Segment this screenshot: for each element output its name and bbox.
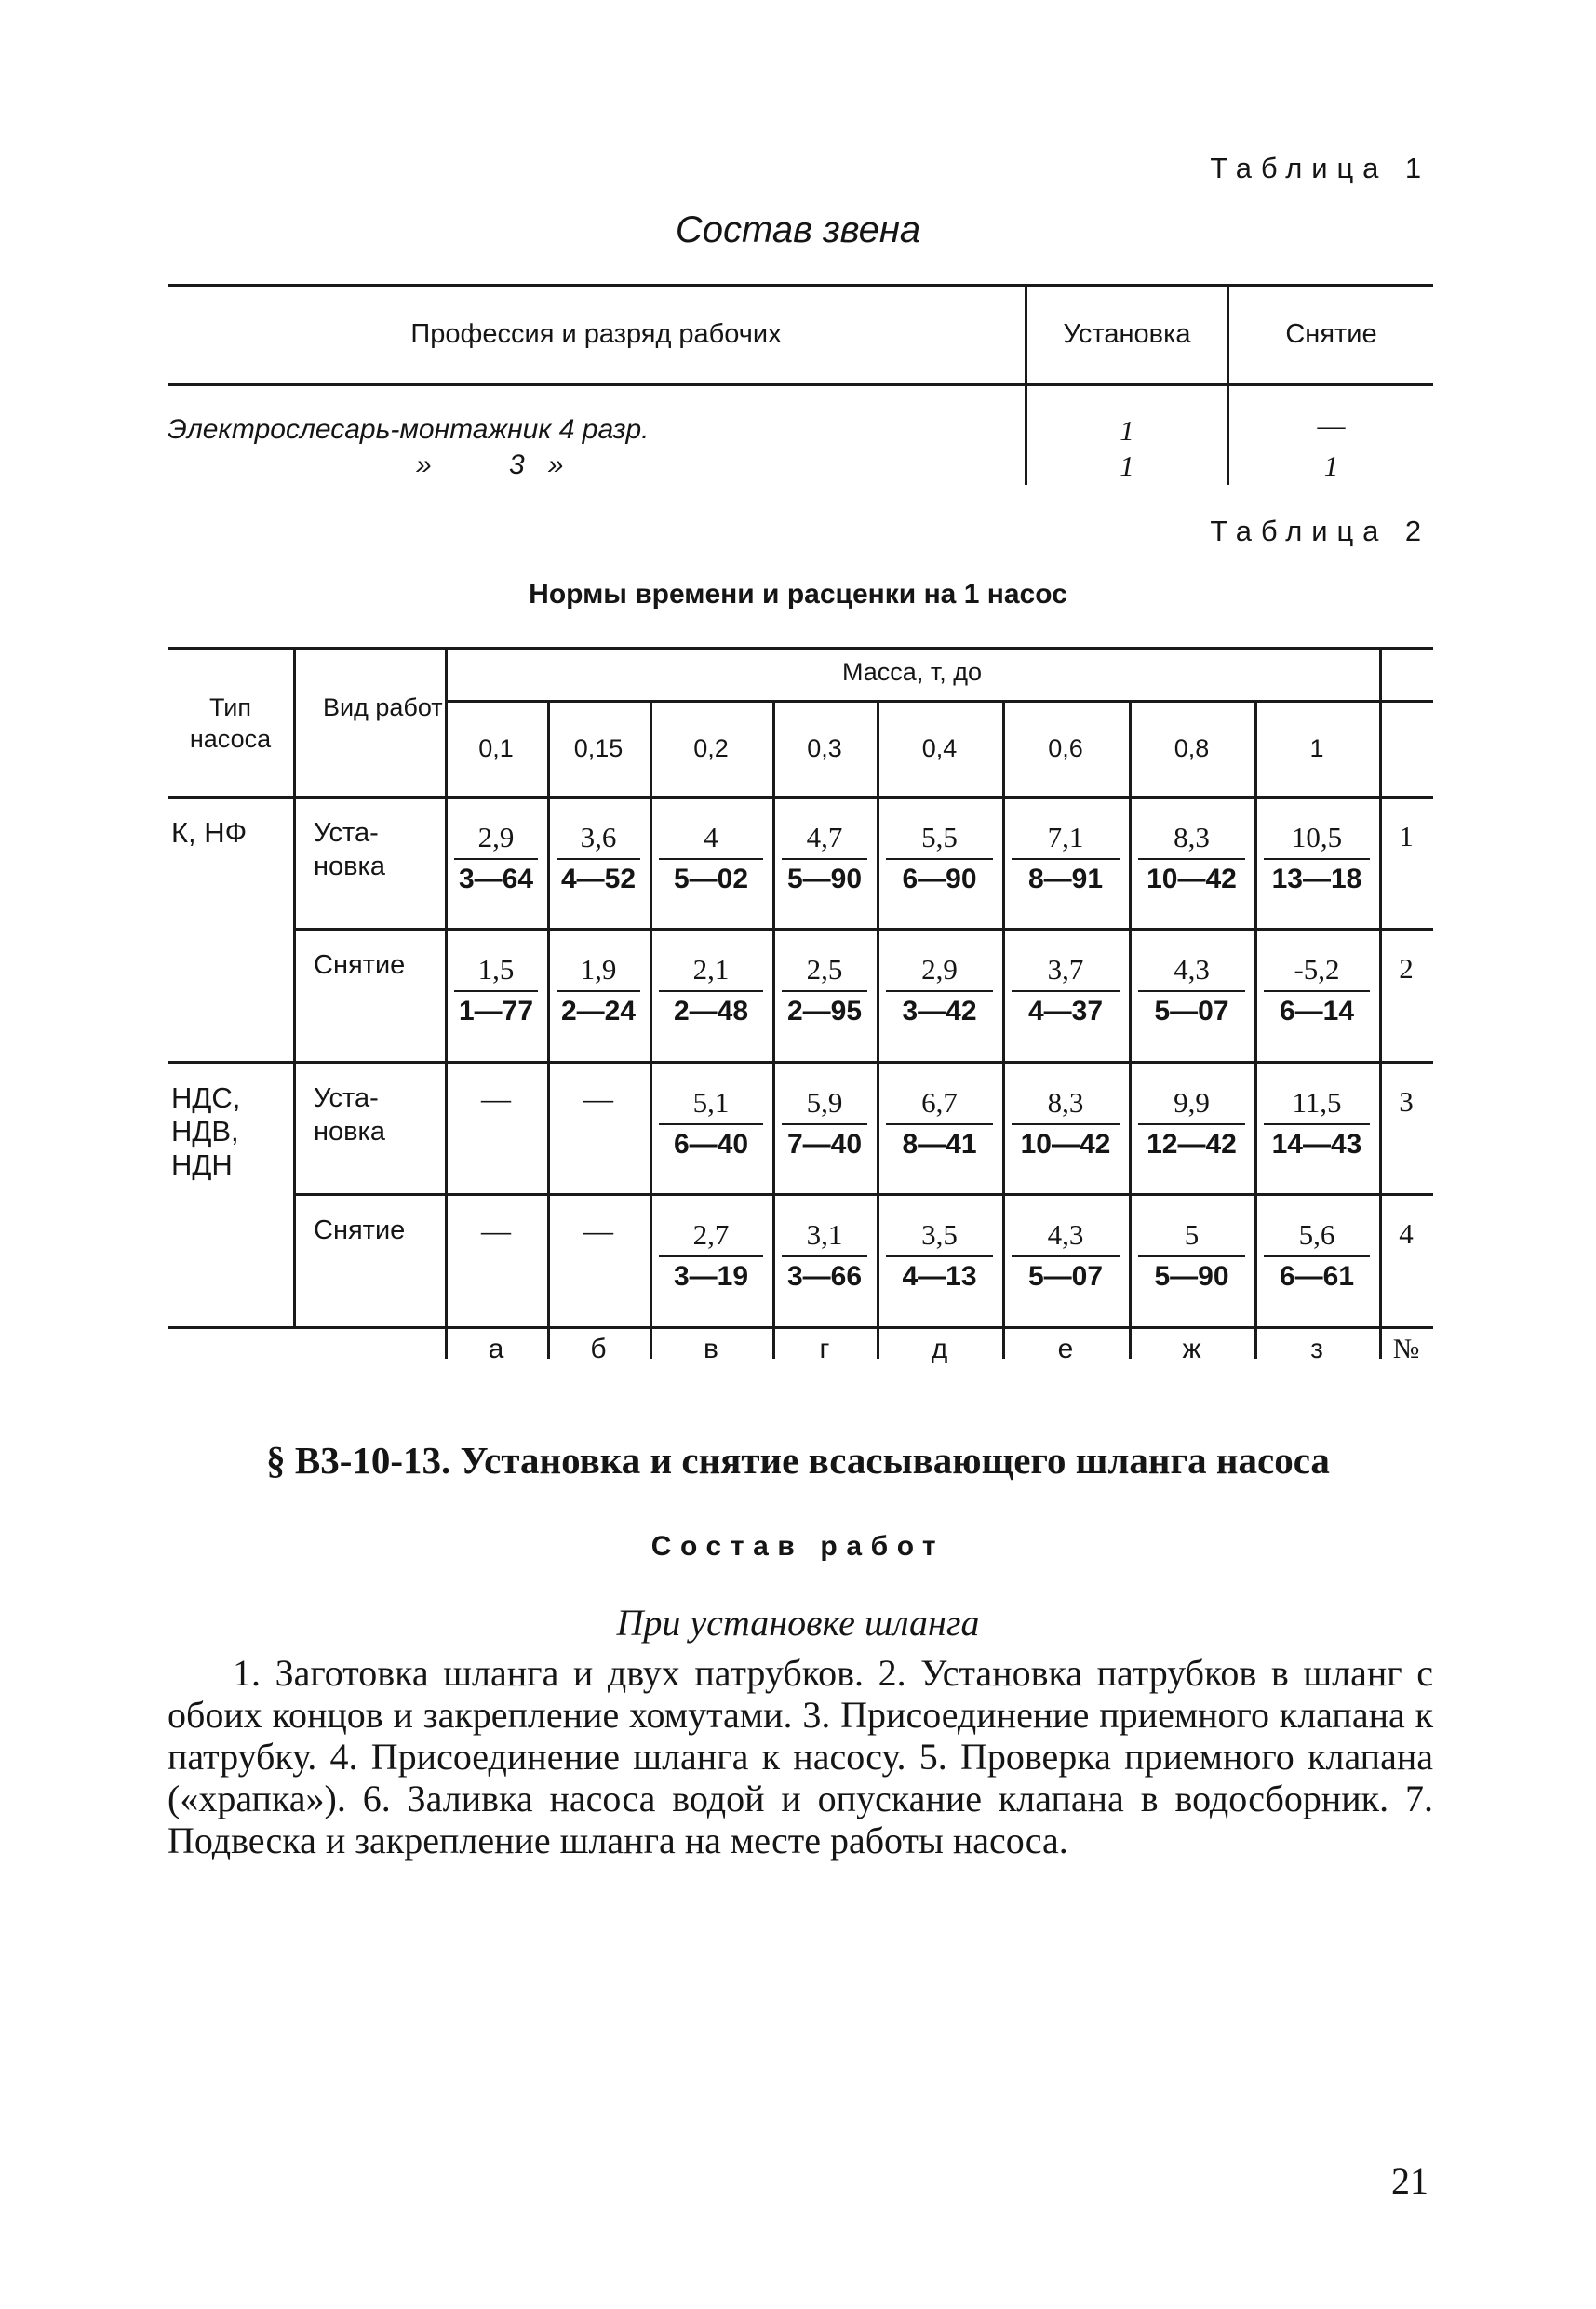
rate-value: 4—52	[560, 864, 637, 894]
removal-row-1: —	[1317, 410, 1346, 441]
norms-table	[168, 647, 1433, 1391]
mass-column-header: 0,4	[921, 734, 958, 762]
profession-row-2: » 3 »	[416, 450, 564, 480]
time-norm: 2,9	[477, 821, 515, 853]
work-type-label: Уста- новка	[314, 1083, 386, 1147]
row-number: 1	[1399, 820, 1414, 852]
fraction-bar	[886, 990, 993, 992]
empty-cell-dash: —	[481, 1081, 511, 1115]
table2-title: Нормы времени и расценки на 1 насос	[529, 579, 1067, 610]
time-norm: 3,6	[580, 821, 617, 853]
rate-value: 6—90	[902, 864, 977, 894]
norm-cell	[1254, 820, 1379, 904]
rate-value: 3—19	[673, 1261, 749, 1292]
section-title: § В3-10-13. Установка и снятие всасывающего шланга насоса	[266, 1439, 1330, 1482]
mass-column-header: 0,8	[1174, 734, 1210, 762]
rate-value: 12—42	[1147, 1129, 1237, 1160]
rate-value: 13—18	[1271, 864, 1362, 894]
column-letter: а	[488, 1334, 504, 1364]
rule-top	[168, 647, 1433, 650]
time-norm: 5,1	[692, 1086, 730, 1119]
removal-row-2: 1	[1323, 450, 1339, 482]
norm-cell	[650, 820, 772, 904]
mass-column-header: 0,1	[478, 734, 514, 762]
pump-type-label: К, НФ	[171, 816, 248, 849]
time-norm: 5,9	[806, 1086, 843, 1119]
rate-value: 2—48	[673, 996, 749, 1027]
time-norm: 2,5	[806, 953, 843, 986]
rule-v-pump	[293, 647, 296, 1326]
rate-value: 14—43	[1271, 1129, 1362, 1160]
norm-cell	[1002, 952, 1129, 1036]
rate-value: 6—40	[673, 1129, 749, 1160]
work-steps-paragraph: 1. Заготовка шланга и двух патрубков. 2. Установка патрубков в шланг с обоих концов и закрепление хомутами. 3. Присоединение приемного клапана к патрубку. 4. Присоединение шланга к насосу. 5. Проверка приемного клапана («храпка»). 6. Заливка насоса водой и опускание клапана в водосборник. 7. Подвеска и закрепление шланга на месте работы насоса.	[168, 1652, 1433, 1861]
mass-column-header: 0,2	[693, 734, 729, 762]
section-subtitle: Состав работ	[650, 1531, 946, 1562]
rule-header	[168, 796, 1433, 799]
fraction-bar	[659, 1123, 763, 1125]
norm-cell	[772, 1085, 877, 1169]
rate-value: 6—14	[1279, 996, 1355, 1027]
column-letter: в	[704, 1334, 718, 1364]
table1-label: Таблица 1	[1210, 152, 1430, 184]
pump-type-label: НДС, НДВ, НДН	[171, 1081, 241, 1181]
norm-cell	[1129, 1217, 1254, 1301]
time-norm: 1,5	[477, 953, 515, 986]
time-norm: 4,3	[1174, 953, 1210, 986]
fraction-bar	[454, 858, 538, 860]
column-letter: з	[1310, 1334, 1323, 1364]
header-profession: Профессия и разряд рабочих	[410, 319, 782, 349]
time-norm: 4,7	[806, 821, 843, 853]
norm-cell	[650, 1085, 772, 1169]
rule-v-10	[1379, 647, 1382, 1359]
rate-value: 6—61	[1279, 1261, 1355, 1292]
fraction-bar	[1012, 1255, 1120, 1257]
rate-value: 4—37	[1027, 996, 1104, 1027]
time-norm: 2,9	[921, 953, 958, 986]
empty-cell-dash: —	[481, 1214, 511, 1247]
rate-value: 8—41	[902, 1129, 977, 1160]
norm-cell	[772, 952, 877, 1036]
header-removal: Снятие	[1285, 319, 1377, 349]
time-norm: 3,1	[806, 1218, 843, 1251]
fraction-bar	[1264, 1123, 1370, 1125]
rate-value: 3—64	[458, 864, 534, 894]
fraction-bar	[782, 858, 867, 860]
rate-value: 10—42	[1147, 864, 1237, 894]
fraction-bar	[1264, 858, 1370, 860]
fraction-bar	[1138, 1255, 1245, 1257]
norm-cell	[1129, 1085, 1254, 1169]
norm-cell	[1129, 820, 1254, 904]
rate-value: 5—90	[1154, 1261, 1229, 1292]
norm-cell	[650, 952, 772, 1036]
time-norm: 9,9	[1174, 1086, 1210, 1119]
norm-cell	[650, 1217, 772, 1301]
time-norm: 10,5	[1291, 821, 1343, 853]
rule-group	[168, 1061, 1433, 1064]
column-letter: е	[1057, 1334, 1074, 1364]
norm-cell	[1002, 1217, 1129, 1301]
time-norm: 7,1	[1047, 821, 1084, 853]
norm-cell	[1002, 1085, 1129, 1169]
time-norm: 11,5	[1292, 1086, 1342, 1119]
norm-cell	[877, 820, 1002, 904]
fraction-bar	[1138, 1123, 1245, 1125]
mass-column-header: 0,6	[1048, 734, 1083, 762]
time-norm: 3,7	[1047, 953, 1084, 986]
time-norm: -5,2	[1294, 953, 1340, 986]
rule-row-1	[293, 928, 1433, 931]
time-norm: 5,5	[921, 821, 958, 853]
fraction-bar	[1012, 1123, 1120, 1125]
norm-cell	[1129, 952, 1254, 1036]
work-type-label: Уста- новка	[314, 818, 386, 881]
norm-cell	[1254, 952, 1379, 1036]
fraction-bar	[1264, 990, 1370, 992]
time-norm: 2,1	[692, 953, 730, 986]
rate-value: 5—02	[673, 864, 749, 894]
table1-title: Состав звена	[675, 209, 921, 250]
fraction-bar	[659, 990, 763, 992]
rate-value: 1—77	[458, 996, 534, 1027]
time-norm: 5	[1184, 1218, 1200, 1251]
norm-cell	[547, 952, 650, 1036]
norm-cell	[445, 820, 547, 904]
fraction-bar	[557, 990, 640, 992]
work-type-label: Снятие	[314, 950, 406, 980]
norm-cell	[1254, 1217, 1379, 1301]
row-number: 2	[1399, 952, 1414, 985]
rule-bottom	[168, 1326, 1433, 1329]
composition-table	[168, 284, 1433, 498]
norm-cell	[1254, 1085, 1379, 1169]
fraction-bar	[782, 990, 867, 992]
fraction-bar	[1138, 990, 1245, 992]
time-norm: 6,7	[921, 1086, 958, 1119]
time-norm: 5,6	[1298, 1218, 1335, 1251]
norm-cell	[772, 1217, 877, 1301]
column-letter: г	[819, 1334, 830, 1364]
column-letter: д	[931, 1334, 948, 1364]
norm-cell	[877, 1085, 1002, 1169]
fraction-bar	[659, 1255, 763, 1257]
rate-value: 2—95	[786, 996, 863, 1027]
rate-value: 8—91	[1027, 864, 1104, 894]
rate-value: 5—07	[1027, 1261, 1104, 1292]
fraction-bar	[1012, 990, 1120, 992]
rule-mass	[445, 700, 1433, 703]
header-pump-type: Тип насоса	[189, 693, 272, 753]
rate-value: 2—24	[560, 996, 637, 1027]
rate-value: 10—42	[1020, 1129, 1111, 1160]
fraction-bar	[1264, 1255, 1370, 1257]
column-letter: ж	[1182, 1334, 1201, 1364]
fraction-bar	[782, 1255, 867, 1257]
fraction-bar	[782, 1123, 867, 1125]
norm-cell	[877, 1217, 1002, 1301]
fraction-bar	[886, 1123, 993, 1125]
mass-column-header: 0,3	[807, 734, 842, 762]
fraction-bar	[454, 990, 538, 992]
section-subheading: При установке шланга	[616, 1602, 980, 1644]
fraction-bar	[1138, 858, 1245, 860]
row-number: 4	[1399, 1217, 1414, 1250]
time-norm: 4	[704, 821, 718, 853]
time-norm: 8,3	[1174, 821, 1210, 853]
row-number: 3	[1399, 1085, 1414, 1118]
fraction-bar	[659, 858, 763, 860]
norm-cell	[547, 820, 650, 904]
rate-value: 5—07	[1154, 996, 1229, 1027]
empty-cell-dash: —	[583, 1081, 613, 1115]
rate-value: 3—42	[902, 996, 977, 1027]
time-norm: 8,3	[1047, 1086, 1084, 1119]
header-install: Установка	[1063, 319, 1191, 349]
time-norm: 2,7	[692, 1218, 730, 1251]
empty-cell-dash: —	[583, 1214, 613, 1247]
rate-value: 7—40	[786, 1129, 863, 1160]
time-norm: 4,3	[1047, 1218, 1084, 1251]
fraction-bar	[886, 858, 993, 860]
norm-cell	[877, 952, 1002, 1036]
time-norm: 1,9	[580, 953, 617, 986]
time-norm: 3,5	[921, 1218, 958, 1251]
work-type-label: Снятие	[314, 1215, 406, 1245]
rule-row-3	[293, 1193, 1433, 1196]
fraction-bar	[886, 1255, 993, 1257]
mass-column-header: 1	[1309, 734, 1324, 762]
norm-cell	[1002, 820, 1129, 904]
column-letter: б	[590, 1334, 607, 1364]
fraction-bar	[557, 858, 640, 860]
norm-cell	[772, 820, 877, 904]
rate-value: 3—66	[786, 1261, 863, 1292]
install-row-1: 1	[1120, 414, 1134, 447]
page-number: 21	[1391, 2160, 1428, 2202]
column-number-sign: №	[1392, 1334, 1420, 1364]
norm-cell	[445, 952, 547, 1036]
header-mass: Масса, т, до	[842, 658, 982, 686]
header-work-type: Вид работ	[323, 693, 443, 721]
install-row-2: 1	[1120, 450, 1134, 482]
fraction-bar	[1012, 858, 1120, 860]
rate-value: 4—13	[902, 1261, 977, 1292]
profession-row-1: Электрослесарь-монтажник 4 разр.	[168, 414, 650, 445]
rate-value: 5—90	[786, 864, 863, 894]
mass-column-header: 0,15	[573, 734, 624, 762]
table2-label: Таблица 2	[1210, 515, 1430, 547]
